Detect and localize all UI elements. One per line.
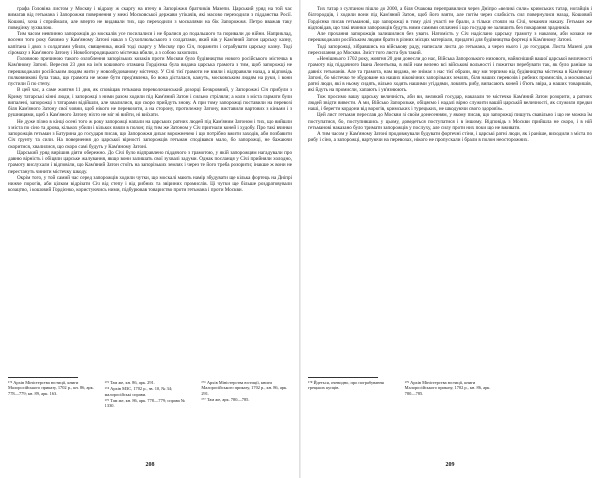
paragraph: Тих татар з султаном пішло до 2000, а біля Очакова переправилися через Дніпро «великі сили» кримських татар, ногайців і білгородців, і ходили вони під Кам'яний Затон, щоб його взяти, але потім через слабкість сил повернулися назад. Кошовий Гордієнко писав гетьманові, що запорожці в тому ділі участі не брали, а тільки стояли на Січі, чекаючи наказу. Гетьман же відповідав, що такі вчинки запорожців будуть ними самими оплачені і що государ не залишить без покарання зрадників. (308, 6, 592, 31)
footnote: ¹⁷⁵ Там же, кн. 86, арк. 778—779; справа № 1330. (104, 397, 185, 409)
book-gutter (299, 0, 301, 478)
footnote: ¹⁷² Архів Міністерства юстиції, книги Малоросійського приказу, 1702 р., кн. 86, арк. 778—779; кн. 89, арк. 163. (8, 380, 94, 396)
left-footnotes (8, 380, 292, 454)
paragraph: Цей лист гетьман переслав до Москви зі своїм донесенням, у якому писав, що запорожці пишуть свавільно і що не можна їм поступатися, бо, поступившись у цьому, доведеться поступатися і в іншому. Відповідь з Москви прийшла не скоро, і в ній гетьманові наказано було тримати запорожців у послуху, але силу проти них поки що не вживати. (308, 112, 592, 131)
footnote: ¹⁷⁴ Архів МЗС, 1702 р., зв. 10, № 34; малоросійські справи. (104, 386, 173, 397)
paragraph: «Ненішнього 1702 року, жовтня 20 дня донесли до нас, Війська Запорозького низового, найясніший вашої царської величності грамоту від піддачного Івана Леонтьєва, в якій нам велено всі військові вольності і пожитки перебувати так, як було раніше за давніх гетьманів. Але та грамота, нам видана, не знімає з нас тієї образи, яку ми терпимо від будівництва містечка в Кам'яному Затоні, бо містечко те збудоване на наших віковічних запорізьких землях, біля наших перевозів і рибних промислів, а московські ратні люди, які в ньому сидять, вільно ходять нашими угіддями, ловлять рибу, випасають коней і б'ють звіра, а наших товаришів, які йдуть на промисли, хапають і ув'язнюють. (308, 56, 592, 94)
footnote-column (105, 380, 196, 454)
footnote-column (201, 380, 292, 454)
left-page-body (8, 6, 292, 376)
right-page (308, 6, 592, 472)
footnote-column (405, 380, 496, 454)
paragraph: Окрім того, у той самий час серед запорожців ходили чутки, що москалі мають намір збудувати ще кілька фортець на Дніпрі нижче порогів, аби цілком відрізати Січ від степу і від рибних та звіриних промислів. Ці чутки ще більше роздратовували козацтво, і кошовий Гордієнко, користуючись ними, підбурював товариство проти гетьмана і проти Москви. (8, 174, 292, 194)
footnote: ¹⁷³ Там же, кн. 86, арк. 291. (104, 380, 155, 385)
paragraph: В цей час, а саме жовтня 11 дня, як сповіщав гетьмана переволочанський дозорці Безкровний, у Запорожжі Січ прибули з Криму татарські кінні люди, і запорожці з ними разом ходили під Кам'яний Затон і сильно стріляли; а коли з міста гармати були випалені, запорожці з татарами відійшли, але хвалилися, що скоро прийдуть знову. А при тому запорожці поставили на перевозі біля Кам'яного Затону свої човни, щоб нікого не перевозити, а на сторону, протилежну Затону, виставили вартових з кіньми і з рушницями, щоб з Кам'яного Затону ніхто не міг ні вийти, ні виїхати. (8, 87, 292, 119)
paragraph: Але прохання запорожців залишилися без уваги. Натомість у Січ надіслано царську грамоту з наказом, аби козаки не перешкоджали російським людям брати в різних місцях матеріали, придатні для будівництва фортеці в Кам'яному Затоні. (308, 31, 592, 44)
footnote-column (8, 380, 99, 454)
footnote-column (308, 380, 399, 454)
footnote-rule (308, 377, 378, 378)
paragraph: Тим часом невпинно запорожців до москалів усе посилалися і не бралися до подальшого та поривали до війни. Наприклад, восени того року бачимо у Кам'яному Затоні наказ з Сухоплюльського з солдатами, який вів у Кам'яний Затон царську казну, капітана і двох з солдатами убили, священика, який тоді скаргу у Москву про Січ, поранити і ограбувати царську казну. Тоді сіромаху з Кам'яного Затону і Новобогородицького містечка вбили, а з собою захопили. (8, 31, 292, 56)
page-number: 208 (145, 462, 155, 468)
paragraph: Не дуже пізно в кінці осені того ж року запорожці напали на царських ратних людей під Кам'яним Затоном і тих, що вийшли з міста по сіно та дрова, кількох убили і кількох взяли в полон; під тим же Затоном у Січ пригнали коней і худобу. Про такі вчинки запорожців гетьман з Батурина до государя писав, що Запорожжя дихає ворожнечею і що потрібно вжити заходів, аби позбавити Січ ґрунту та сили. На повернення до царської вірності запорожців гетьман сподівався мало, бо запорожці, не бажаючи скоритися, хвалилися, що скоро самі будуть у Кам'яному Затоні. (8, 118, 292, 150)
paragraph: графа Головіна листом у Москву і відразу ж скаргу на втечу в Запоріжжя братчиків Мазепи. Царський уряд на той час вимагав від гетьмана і Запорожжя повернення у межі Московської держави утікачів, які масово переходили з підданства Росії. Кошові, хоча і сприймали, але вперто не видавали тих, що переходили з москалями на бік Запорожжя. Петро вважав таку поведінку зухвалою. (8, 6, 292, 31)
footnote: ¹⁷⁶ Архів Міністерства юстиції, книги Малоросійського приказу, 1702 р., кн. 86, арк. 291. (201, 380, 288, 396)
footnote: ¹⁷⁷ Там же, арк. 780—785. (201, 396, 250, 402)
footnote-rule (8, 377, 78, 378)
paragraph: Царський уряд вирішив діяти обережно. До Січі було відправлено піддячого з грамотою, у якій запорожцям нагадували про давню вірність і обіцяли царське жалування, якщо вони залишать свої зухвалі задуми. Однак посланця у Січі прийняли холодно, грамоту вислухали і відповіли, що Кам'яний Затон стоїть на запорізьких землях і через те його треба розорити; інакше ж вони не перестануть чинити містечку шкоду. (8, 149, 292, 175)
right-footnotes (308, 380, 592, 454)
paragraph: Тож просимо вашу царську величність, аби ви, великий государ, наказали те містечко Кам'яний Затон розорити, а ратних людей звідти вивести. А ми, Військо Запорозьке, обіцяємо і надалі вірно служити вашій царській величності, як служили предки наші, і берегти кордони від ворогів, кримських і турецьких, не шкодуючи свого здоров'я». (308, 93, 592, 112)
paragraph: Тоді запорожці, зібравшись на військову раду, написали листа до гетьмана, а через нього і до государя. Листа Мазепі для пересилання до Москви. Зміст того листа був такий. (308, 43, 592, 56)
paragraph: Головною причиною такого озлоблення запорізьких козаків проти Москви було будівництво нового російського містечка в Кам'яному Затоні. Вересня 23 дня на ім'я кошового отамана Гордієнка була видана царська грамота з тим, щоб запорожці не перешкоджали російським людям жити у новозбудованому містечку. У Січі тієї грамоти не взяли і відправили назад, а відповідь полковникові була така, що грамота не може бути пред'явлена, бо вона дісталася, кажуть, московським людям на руки, і вони пустили її по степу. (8, 56, 292, 87)
paragraph: А тим часом у Кам'яному Затоні продовжували будувати фортечні стіни, і царські ратні люди, як і раніше, виходили з міста по рибу і сіно, а запорожці, вартуючи на перевозах, нікого не пропускали і брали в полон неосторожних. (308, 131, 592, 144)
footnote-column (501, 380, 592, 454)
footnote: ¹⁷⁸ Йдеться, очевидно, про пограбування грецьких купців. (308, 380, 384, 391)
right-page-body (308, 6, 592, 376)
page-number: 209 (445, 462, 455, 468)
footnote: ¹⁷⁹ Архів Міністерства юстиції, книги Малоросійського приказу, 1702 р., кн. 86, арк. 780—785. (404, 380, 491, 396)
left-page (8, 6, 292, 472)
